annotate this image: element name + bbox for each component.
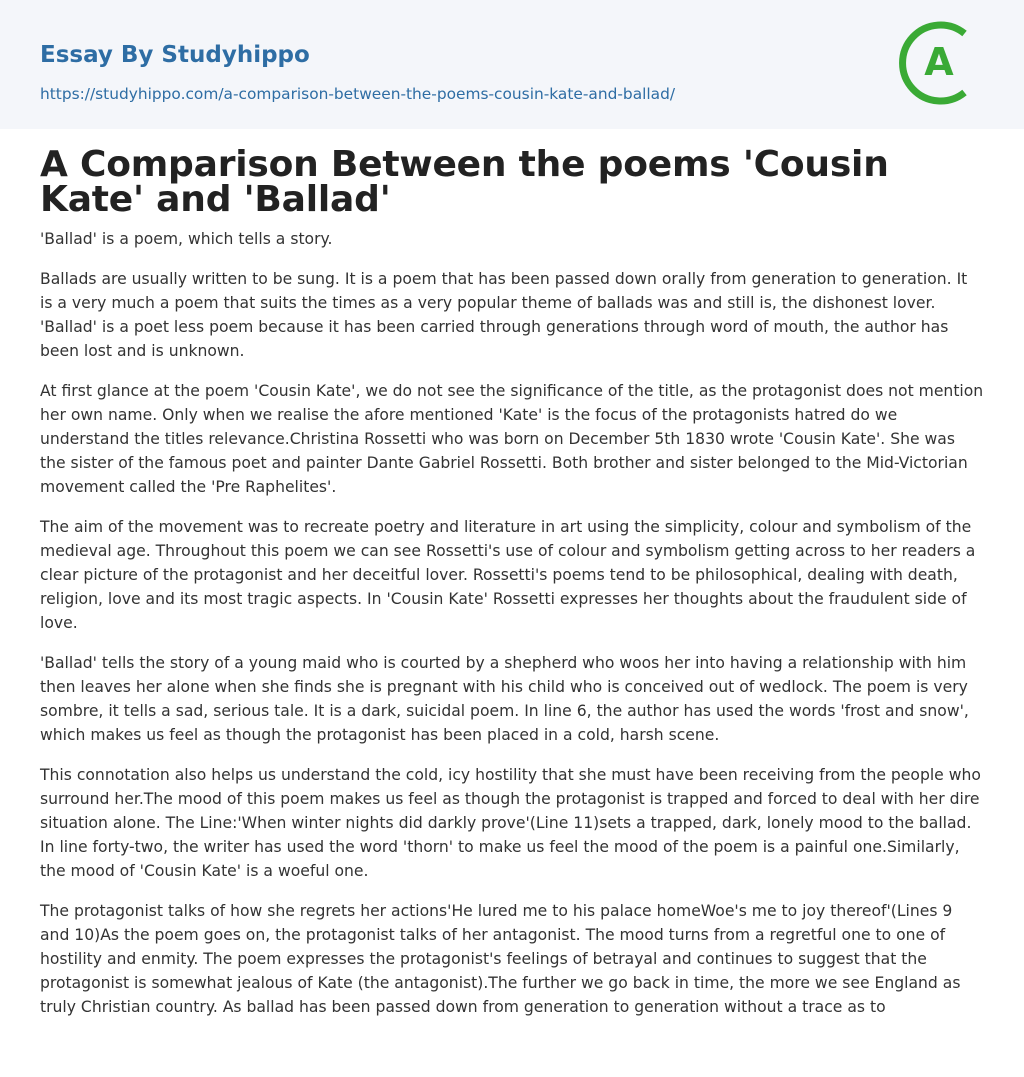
article-paragraph: The protagonist talks of how she regrets her actions'He lured me to his palace homeWoe's me to joy thereof'(Lines 9 and 10)As the poem goes on, the protagonist talks of her antagonist. The mood turns from a regretful one to one of hostility and enmity. The poem expresses the protagonist's feelings of betrayal and continues to suggest that the protagonist is somewhat jealous of Kate (the antagonist).The further we go back in time, the more we see England as truly Christian country. As ballad has been passed down from generation to generation without a trace as to <box>40 902 961 1016</box>
article-title: A Comparison Between the poems 'Cousin Kate' and 'Ballad' <box>40 144 889 220</box>
article-paragraph: The aim of the movement was to recreate poetry and literature in art using the simplicity, colour and symbolism of the medieval age. Throughout this poem we can see Rossetti's use of colour and symbolism getting across to her readers a clear picture of the protagonist and her deceitful lover. Rossetti's poems tend to be philosophical, dealing with death, religion, love and its most tragic aspects. In 'Cousin Kate' Rossetti expresses her thoughts about the fraudulent side of love. <box>40 518 976 632</box>
site-brand[interactable]: Essay By Studyhippo <box>40 42 310 68</box>
article-paragraph: At first glance at the poem 'Cousin Kate', we do not see the significance of the title, as the protagonist does not mention her own name. Only when we realise the afore mentioned 'Kate' is the focus of the protagonists hatred do we understand the titles relevance.Christina Rossetti who was born on December 5th 1830 wrote 'Cousin Kate'. She was the sister of the famous poet and painter Dante Gabriel Rossetti. Both brother and sister belonged to the Mid-Victorian movement called the 'Pre Raphelites'. <box>40 382 984 496</box>
article-paragraph: 'Ballad' is a poem, which tells a story. <box>40 230 333 248</box>
page-url-link[interactable]: https://studyhippo.com/a-comparison-between-the-poems-cousin-kate-and-ballad/ <box>40 85 676 103</box>
article <box>0 129 1024 1019</box>
article-paragraph: This connotation also helps us understand the cold, icy hostility that she must have been receiving from the people who surround her.The mood of this poem makes us feel as though the protagonist is trapped and forced to deal with her dire situation alone. The Line:'When winter nights did darkly prove'(Line 11)sets a trapped, dark, lonely mood to the ballad. In line forty-two, the writer has used the word 'thorn' to make us feel the mood of the poem is a painful one.Similarly, the mood of 'Cousin Kate' is a woeful one. <box>40 766 981 880</box>
article-paragraph: Ballads are usually written to be sung. It is a poem that has been passed down orally from generation to generation. It is a very much a poem that suits the times as a very popular theme of ballads was and still is, the dishonest lover. 'Ballad' is a poet less poem because it has been carried through generations through word of mouth, the author has been lost and is unknown. <box>40 270 968 360</box>
studyhippo-logo-icon[interactable] <box>898 20 984 106</box>
logo-letter: A <box>924 40 954 84</box>
article-paragraph: 'Ballad' tells the story of a young maid who is courted by a shepherd who woos her into having a relationship with him then leaves her alone when she finds she is pregnant with his child who is conceived out of wedlock. The poem is very sombre, it tells a sad, serious tale. It is a dark, suicidal poem. In line 6, the author has used the words 'frost and snow', which makes us feel as though the protagonist has been placed in a cold, harsh scene. <box>40 654 969 744</box>
site-header <box>0 0 1024 129</box>
